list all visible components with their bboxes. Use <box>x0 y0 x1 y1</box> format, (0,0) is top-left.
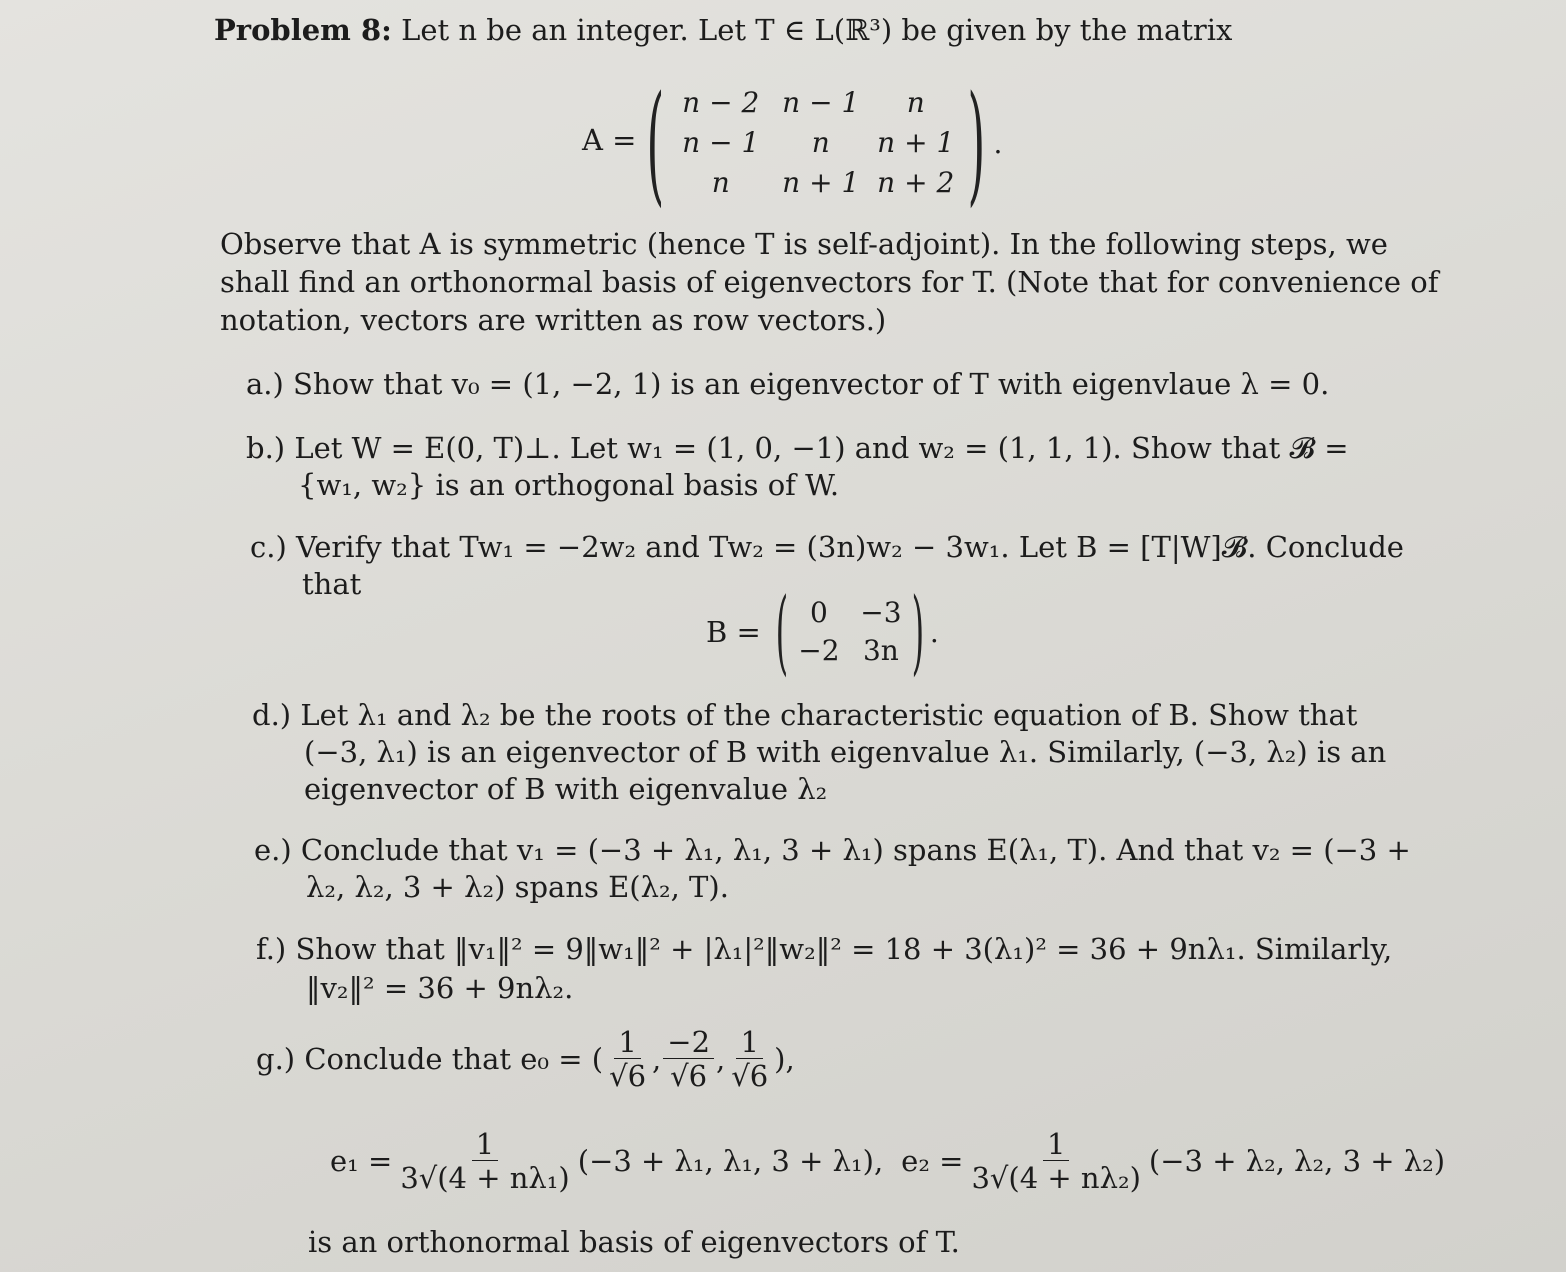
part-f-line-2: ‖v₂‖² = 36 + 9nλ₂. <box>306 971 574 1005</box>
part-c-line-1: c.) Verify that Tw₁ = −2w₂ and Tw₂ = (3n)w₂ − 3w₁. Let B = [T|W]𝓑. Conclude <box>250 530 1404 564</box>
matrix-cell: n <box>906 86 925 119</box>
fraction <box>663 1026 714 1093</box>
problem-title: Problem 8: <box>214 13 392 47</box>
closing-line: is an orthonormal basis of eigenvectors of T. <box>308 1225 960 1259</box>
part-f-line-1: f.) Show that ‖v₁‖² = 9‖w₁‖² + |λ₁|²‖w₂‖² = 18 + 3(λ₁)² = 36 + 9nλ₁. Similarly, <box>256 932 1393 966</box>
fraction-numerator: 1 <box>736 1026 762 1059</box>
matrix-cell: −3 <box>860 596 902 629</box>
matrix-b-grid <box>788 594 912 670</box>
e2-vector: (−3 + λ₂, λ₂, 3 + λ₂) <box>1148 1144 1446 1178</box>
fraction-numerator: 1 <box>614 1026 640 1059</box>
part-c-line-2: that <box>302 567 362 601</box>
fraction-denominator: 3√(4 + nλ₂) <box>971 1160 1141 1195</box>
e2-fraction <box>967 1128 1144 1195</box>
right-paren: ) <box>911 578 925 685</box>
matrix-cell: 3n <box>862 634 899 667</box>
matrix-cell: n <box>711 166 730 199</box>
fraction-numerator: 1 <box>1043 1128 1069 1161</box>
matrix-a-period: . <box>993 126 1003 160</box>
matrix-a <box>630 67 1003 219</box>
part-e-line-2: λ₂, λ₂, 3 + λ₂) spans E(λ₂, T). <box>306 870 729 904</box>
matrix-b-label: B = <box>706 615 761 649</box>
matrix-cell: n <box>811 126 830 159</box>
fraction <box>605 1026 650 1093</box>
observe-line-2: shall find an orthonormal basis of eigenvectors for T. (Note that for convenience of <box>220 265 1439 299</box>
matrix-a-label: A = <box>582 123 637 157</box>
part-g-line-1: g.) Conclude that e₀ = ( $\frac{1}{√6}$ , $\frac{-2}{√6}$ , $\frac{1}{√6}$ ), <box>256 1024 795 1093</box>
matrix-cell: n + 1 <box>877 126 955 159</box>
matrix-cell: n − 2 <box>682 86 760 119</box>
part-e-line-1: e.) Conclude that v₁ = (−3 + λ₁, λ₁, 3 + λ₁) spans E(λ₁, T). And that v₂ = (−3 + <box>254 833 1411 867</box>
matrix-b-period: . <box>929 615 939 649</box>
part-g-suffix: ), <box>774 1042 795 1076</box>
matrix-b <box>764 578 939 685</box>
fraction-numerator: −2 <box>663 1026 714 1059</box>
fraction-numerator: 1 <box>472 1128 498 1161</box>
part-d-line-3: eigenvector of B with eigenvalue λ₂ <box>304 772 828 806</box>
observe-line-3: notation, vectors are written as row vectors.) <box>220 303 887 337</box>
fraction-denominator: √6 <box>731 1058 769 1093</box>
problem-intro: Let n be an integer. Let T ∈ L(ℝ³) be given by the matrix <box>401 13 1233 47</box>
part-a: a.) Show that v₀ = (1, −2, 1) is an eigenvector of T with eigenvlaue λ = 0. <box>246 367 1330 401</box>
matrix-a-grid <box>671 83 961 203</box>
matrix-cell: n − 1 <box>782 86 860 119</box>
right-paren: ) <box>967 67 985 219</box>
matrix-cell: n + 2 <box>877 166 955 199</box>
e1-label: e₁ = <box>330 1144 393 1178</box>
left-paren: ( <box>646 67 665 219</box>
matrix-cell: n − 1 <box>682 126 760 159</box>
fraction-denominator: √6 <box>670 1058 708 1093</box>
matrix-cell: n + 1 <box>782 166 860 199</box>
e1-e2-line <box>330 1126 1445 1196</box>
e1-fraction <box>396 1128 573 1195</box>
e1-vector: (−3 + λ₁, λ₁, 3 + λ₁), <box>577 1144 884 1178</box>
observe-line-1: Observe that A is symmetric (hence T is self-adjoint). In the following steps, we <box>220 227 1388 261</box>
part-b-line-1: b.) Let W = E(0, T)⊥. Let w₁ = (1, 0, −1) and w₂ = (1, 1, 1). Show that 𝓑 = <box>246 431 1349 465</box>
left-paren: ( <box>775 578 789 685</box>
matrix-cell: 0 <box>809 596 828 629</box>
fraction-denominator: √6 <box>609 1058 647 1093</box>
matrix-cell: −2 <box>798 634 840 667</box>
part-d-line-2: (−3, λ₁) is an eigenvector of B with eigenvalue λ₁. Similarly, (−3, λ₂) is an <box>304 735 1387 769</box>
fraction-denominator: 3√(4 + nλ₁) <box>400 1160 570 1195</box>
part-d-line-1: d.) Let λ₁ and λ₂ be the roots of the characteristic equation of B. Show that <box>252 698 1358 732</box>
fraction <box>727 1026 772 1093</box>
problem-heading <box>214 12 1232 48</box>
e2-label: e₂ = <box>901 1144 964 1178</box>
part-g-prefix: g.) Conclude that e₀ = ( <box>256 1042 604 1076</box>
part-b-line-2: {w₁, w₂} is an orthogonal basis of W. <box>298 468 840 502</box>
